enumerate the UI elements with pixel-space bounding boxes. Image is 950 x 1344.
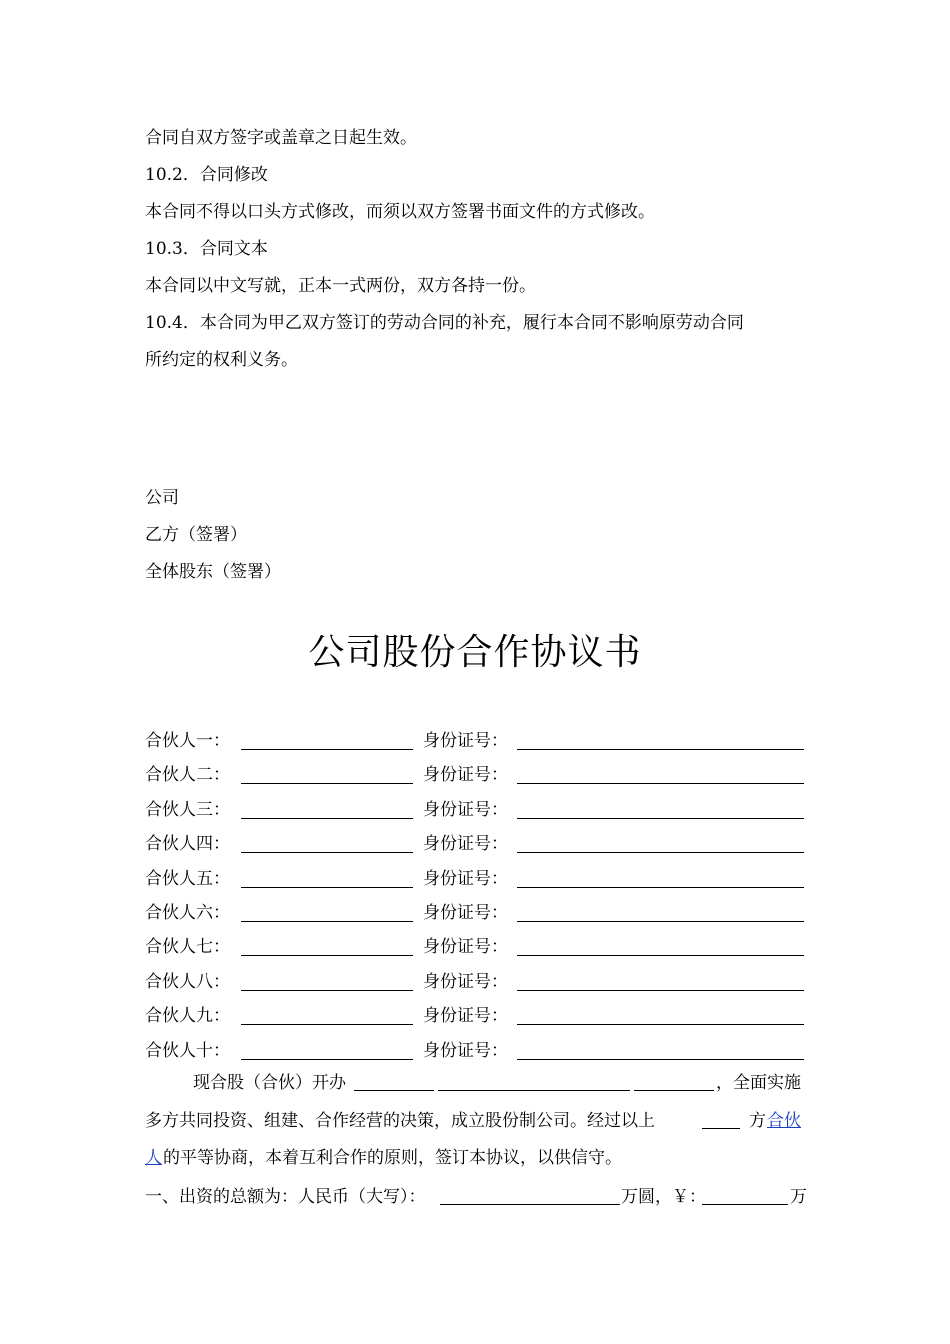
partner-name-field[interactable]: [241, 783, 413, 784]
id-number-field[interactable]: [517, 955, 804, 956]
partner-label: 合伙人五：: [145, 868, 230, 889]
partner-row: [145, 866, 810, 892]
intro-text-implement: ，全面实施: [716, 1073, 801, 1093]
partner-row: [145, 797, 810, 823]
id-number-field[interactable]: [517, 818, 804, 819]
partner-label: 合伙人八：: [145, 971, 230, 992]
capital-number-blank[interactable]: [702, 1204, 788, 1205]
intro-text-party: 方: [749, 1111, 766, 1131]
id-number-label: 身份证号：: [423, 765, 508, 786]
id-number-label: 身份证号：: [423, 937, 508, 958]
signature-company: 公司: [145, 488, 179, 508]
partner-row: [145, 1003, 810, 1029]
partner-name-field[interactable]: [241, 887, 413, 888]
partner-row: [145, 831, 810, 857]
signature-party-b: 乙方（签署）: [145, 525, 247, 545]
capital-line: [145, 1185, 807, 1209]
clause-10-4-text-line2: 所约定的权利义务。: [145, 350, 298, 370]
id-number-field[interactable]: [517, 887, 804, 888]
id-number-label: 身份证号：: [423, 799, 508, 820]
capital-uppercase-blank[interactable]: [440, 1204, 620, 1205]
partner-row: [145, 762, 810, 788]
id-number-field[interactable]: [517, 852, 804, 853]
party-count-blank[interactable]: [702, 1128, 740, 1129]
business-name-blank-3[interactable]: [634, 1090, 714, 1091]
id-number-label: 身份证号：: [423, 1040, 508, 1061]
partner-row: [145, 969, 810, 995]
id-number-label: 身份证号：: [423, 868, 508, 889]
id-number-label: 身份证号：: [423, 731, 508, 751]
partner-name-field[interactable]: [241, 955, 413, 956]
intro-text-decision: 多方共同投资、组建、合作经营的决策，成立股份制公司。经过以上: [145, 1111, 655, 1131]
capital-yuan-label: 万圆，￥：: [621, 1187, 706, 1207]
partner-label: 合伙人一：: [145, 731, 230, 751]
partner-label: 合伙人六：: [145, 903, 230, 923]
capital-unit: 万: [790, 1187, 807, 1207]
partner-name-field[interactable]: [241, 1024, 413, 1025]
id-number-field[interactable]: [517, 1024, 804, 1025]
partner-name-field[interactable]: [241, 818, 413, 819]
agreement-title: 公司股份合作协议书: [308, 632, 642, 673]
clause-effective: 合同自双方签字或盖章之日起生效。: [145, 128, 417, 148]
signature-shareholders: 全体股东（签署）: [145, 562, 281, 582]
partner-label: 合伙人四：: [145, 834, 230, 855]
id-number-label: 身份证号：: [423, 1006, 508, 1027]
id-number-label: 身份证号：: [423, 834, 508, 855]
partner-row: [145, 934, 810, 960]
partner-row: [145, 900, 810, 926]
intro-text-open: 现合股（合伙）开办: [193, 1073, 346, 1093]
partner-label: 合伙人二：: [145, 765, 230, 786]
business-name-blank-2[interactable]: [438, 1090, 630, 1091]
partner-link[interactable]: 合伙: [767, 1111, 801, 1131]
id-number-field[interactable]: [517, 749, 804, 750]
partner-name-field[interactable]: [241, 749, 413, 750]
partner-name-field[interactable]: [241, 852, 413, 853]
partner-name-field[interactable]: [241, 1059, 413, 1060]
intro-text-principle: 的平等协商，本着互利合作的原则，签订本协议，以供信守。: [163, 1148, 622, 1168]
intro-line-1: [145, 1071, 807, 1095]
clause-10-4-text-line1: 10.4．本合同为甲乙双方签订的劳动合同的补充，履行本合同不影响原劳动合同: [145, 313, 744, 333]
capital-label: 一、出资的总额为：人民币（大写）：: [145, 1187, 426, 1207]
clause-10-3-heading: 10.3．合同文本: [145, 239, 268, 259]
partner-row: [145, 728, 810, 754]
partner-label: 合伙人十：: [145, 1040, 230, 1061]
partner-name-field[interactable]: [241, 990, 413, 991]
partner-label: 合伙人七：: [145, 937, 230, 958]
id-number-label: 身份证号：: [423, 903, 508, 923]
clause-10-3-text: 本合同以中文写就，正本一式两份，双方各持一份。: [145, 276, 536, 296]
partner-label: 合伙人九：: [145, 1006, 230, 1027]
partner-label: 合伙人三：: [145, 799, 230, 820]
clause-10-2-text: 本合同不得以口头方式修改，而须以双方签署书面文件的方式修改。: [145, 202, 655, 222]
id-number-label: 身份证号：: [423, 971, 508, 992]
id-number-field[interactable]: [517, 783, 804, 784]
partner-name-field[interactable]: [241, 921, 413, 922]
intro-line-2: [145, 1109, 807, 1133]
partner-link-cont[interactable]: 人: [145, 1148, 162, 1168]
intro-line-3: [145, 1146, 807, 1170]
id-number-field[interactable]: [517, 921, 804, 922]
business-name-blank-1[interactable]: [354, 1090, 434, 1091]
clause-10-2-heading: 10.2．合同修改: [145, 165, 268, 185]
partner-row: [145, 1038, 810, 1064]
id-number-field[interactable]: [517, 1059, 804, 1060]
id-number-field[interactable]: [517, 990, 804, 991]
